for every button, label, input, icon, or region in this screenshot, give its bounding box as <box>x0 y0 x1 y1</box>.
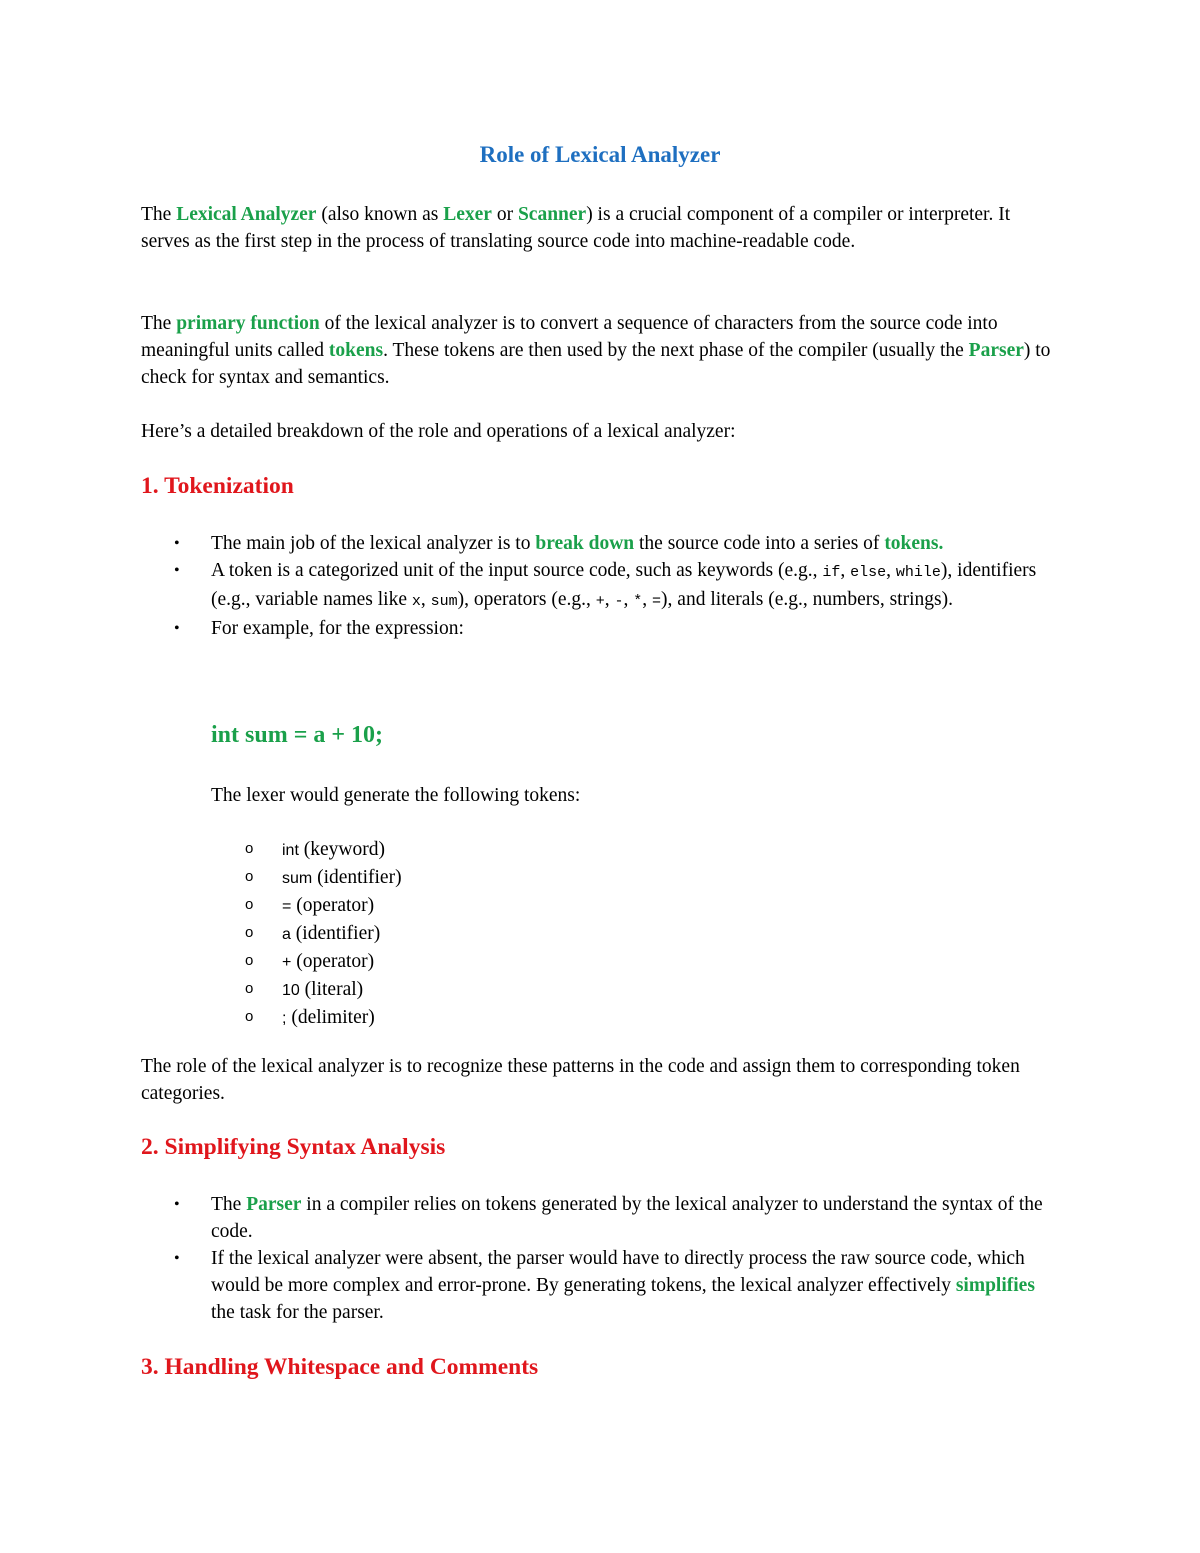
bullet-icon: • <box>174 535 180 552</box>
code-x: x <box>411 593 421 610</box>
sub-bullet-icon: o <box>245 1008 254 1025</box>
list-item: • The Parser in a compiler relies on tokens generated by the lexical analyzer to understand the syntax of the code. <box>141 1191 1061 1245</box>
syntax-analysis-bullets <box>141 1191 1061 1326</box>
code-sum: sum <box>430 593 458 610</box>
list-item: o = (operator) <box>245 892 402 920</box>
bullet-icon: • <box>174 620 180 637</box>
intro-paragraph-2: The primary function of the lexical analyzer is to convert a sequence of characters from the source code into meaningful units called tokens. These tokens are then used by the next phase of the compiler (usually the Parser) to check for syntax and semantics. <box>141 313 1051 388</box>
code-plus: + <box>595 593 605 610</box>
list-item: o ; (delimiter) <box>245 1004 402 1032</box>
code-minus: - <box>614 593 624 610</box>
section-heading-syntax-analysis: 2. Simplifying Syntax Analysis <box>141 1134 446 1160</box>
code-while: while <box>895 564 941 581</box>
sub-bullet-icon: o <box>245 980 254 997</box>
highlight-tokens: tokens <box>884 533 939 554</box>
intro-paragraph-1: The Lexical Analyzer (also known as Lexer or Scanner) is a crucial component of a compiler or interpreter. It serves as the first step in the process of translating source code into machine-readable code. <box>141 204 1011 252</box>
section-heading-tokenization: 1. Tokenization <box>141 473 294 499</box>
code-equals: = <box>652 593 662 610</box>
example-expression: int sum = a + 10; <box>211 722 384 748</box>
highlight-parser: Parser <box>246 1194 302 1215</box>
list-item: o 10 (literal) <box>245 976 402 1004</box>
highlight-break-down: break down <box>535 533 635 554</box>
list-item: o sum (identifier) <box>245 864 402 892</box>
bullet-icon: • <box>174 1196 180 1213</box>
highlight-tokens: tokens <box>328 340 384 361</box>
highlight-lexical-analyzer: Lexical Analyzer <box>176 204 317 225</box>
highlight-scanner: Scanner <box>517 204 587 225</box>
list-item: • If the lexical analyzer were absent, the parser would have to directly process the raw source code, which would be more complex and error-prone. By generating tokens, the lexical analyzer effectively simplifies the task for the parser. <box>141 1245 1061 1326</box>
page-title: Role of Lexical Analyzer <box>479 142 721 167</box>
sub-bullet-icon: o <box>245 868 254 885</box>
list-item: o a (identifier) <box>245 920 402 948</box>
bullet-icon: • <box>174 1250 180 1267</box>
highlight-primary-function: primary function <box>176 313 320 334</box>
sub-bullet-icon: o <box>245 840 254 857</box>
tokenization-bullets <box>141 530 1061 642</box>
intro-paragraph-3: Here’s a detailed breakdown of the role and operations of a lexical analyzer: <box>141 421 736 442</box>
highlight-simplifies: simplifies <box>955 1275 1035 1296</box>
code-else: else <box>850 564 887 581</box>
code-if: if <box>822 564 841 581</box>
token-list <box>245 836 402 1032</box>
list-item: o int (keyword) <box>245 836 402 864</box>
bullet-icon: • <box>174 562 180 579</box>
section-heading-whitespace-comments: 3. Handling Whitespace and Comments <box>141 1354 539 1380</box>
list-item: • The main job of the lexical analyzer is to break down the source code into a series of tokens. <box>141 530 1061 557</box>
code-star: * <box>633 593 643 610</box>
list-item: o + (operator) <box>245 948 402 976</box>
list-item: • For example, for the expression: <box>141 615 1061 642</box>
sub-bullet-icon: o <box>245 952 254 969</box>
lexer-output-intro: The lexer would generate the following tokens: <box>211 785 581 806</box>
sub-bullet-icon: o <box>245 896 254 913</box>
sub-bullet-icon: o <box>245 924 254 941</box>
highlight-parser: Parser <box>968 340 1024 361</box>
highlight-lexer: Lexer <box>443 204 492 225</box>
tokenization-closing-paragraph: The role of the lexical analyzer is to recognize these patterns in the code and assign them to corresponding token categories. <box>141 1056 1020 1104</box>
list-item: • A token is a categorized unit of the input source code, such as keywords (e.g., if, else, while), identifiers (e.g., variable names like x, sum), operators (e.g., +, -, *, =), and literals (e.g., numbers, strings). <box>141 557 1061 615</box>
